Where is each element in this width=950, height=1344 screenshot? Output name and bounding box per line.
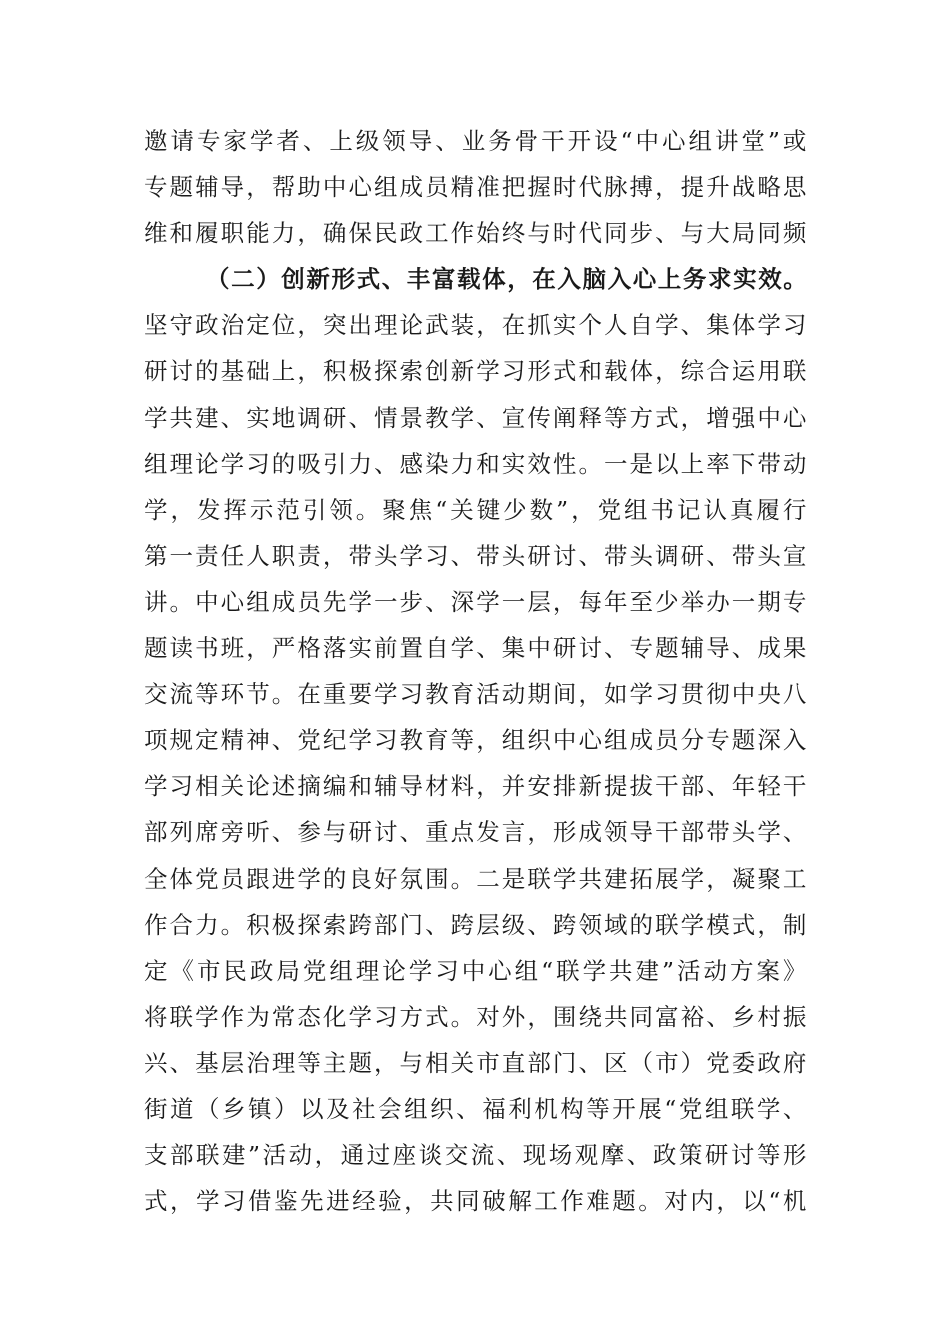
text-line: 学习相关论述摘编和辅导材料，并安排新提拔干部、年轻干: [144, 772, 808, 801]
text-line: 学，发挥示范引领。聚焦“关键少数”，党组书记认真履行: [144, 495, 808, 524]
text-line: 讲。中心组成员先学一步、深学一层，每年至少举办一期专: [144, 587, 808, 616]
text-line: 组理论学习的吸引力、感染力和实效性。一是以上率下带动: [144, 449, 808, 478]
text-line: 题读书班，严格落实前置自学、集中研讨、专题辅导、成果: [144, 634, 808, 663]
text-line: 部列席旁听、参与研讨、重点发言，形成领导干部带头学、: [144, 818, 808, 847]
text-line: 式，学习借鉴先进经验，共同破解工作难题。对内，以“机: [144, 1187, 808, 1216]
text-line: 支部联建”活动，通过座谈交流、现场观摩、政策研讨等形: [144, 1141, 808, 1170]
text-line: 维和履职能力，确保民政工作始终与时代同步、与大局同频: [144, 219, 808, 248]
body-text: [144, 118, 808, 1224]
text-line: 坚守政治定位，突出理论武装，在抓实个人自学、集体学习: [144, 311, 808, 340]
text-line: 街道（乡镇）以及社会组织、福利机构等开展“党组联学、: [144, 1094, 808, 1123]
text-line: 定《市民政局党组理论学习中心组“联学共建”活动方案》: [144, 956, 808, 985]
text-line: 将联学作为常态化学习方式。对外，围绕共同富裕、乡村振: [144, 1002, 808, 1031]
text-line: 全体党员跟进学的良好氛围。二是联学共建拓展学，凝聚工: [144, 864, 808, 893]
text-line: 邀请专家学者、上级领导、业务骨干开设“中心组讲堂”或: [144, 127, 808, 155]
text-line: 学共建、实地调研、情景教学、宣传阐释等方式，增强中心: [144, 403, 808, 432]
text-line: 研讨的基础上，积极探索创新学习形式和载体，综合运用联: [144, 357, 808, 386]
text-line: 项规定精神、党纪学习教育等，组织中心组成员分专题深入: [144, 726, 808, 755]
text-line: 专题辅导，帮助中心组成员精准把握时代脉搏，提升战略思: [144, 173, 808, 202]
text-line: 交流等环节。在重要学习教育活动期间，如学习贯彻中央八: [144, 680, 808, 709]
section-heading: （二）创新形式、丰富载体，在入脑入心上务求实效。: [206, 265, 809, 294]
text-line: 第一责任人职责，带头学习、带头研讨、带头调研、带头宣: [144, 541, 808, 570]
text-line: 作合力。积极探索跨部门、跨层级、跨领域的联学模式，制: [144, 910, 808, 939]
text-line: 兴、基层治理等主题，与相关市直部门、区（市）党委政府: [144, 1048, 808, 1077]
